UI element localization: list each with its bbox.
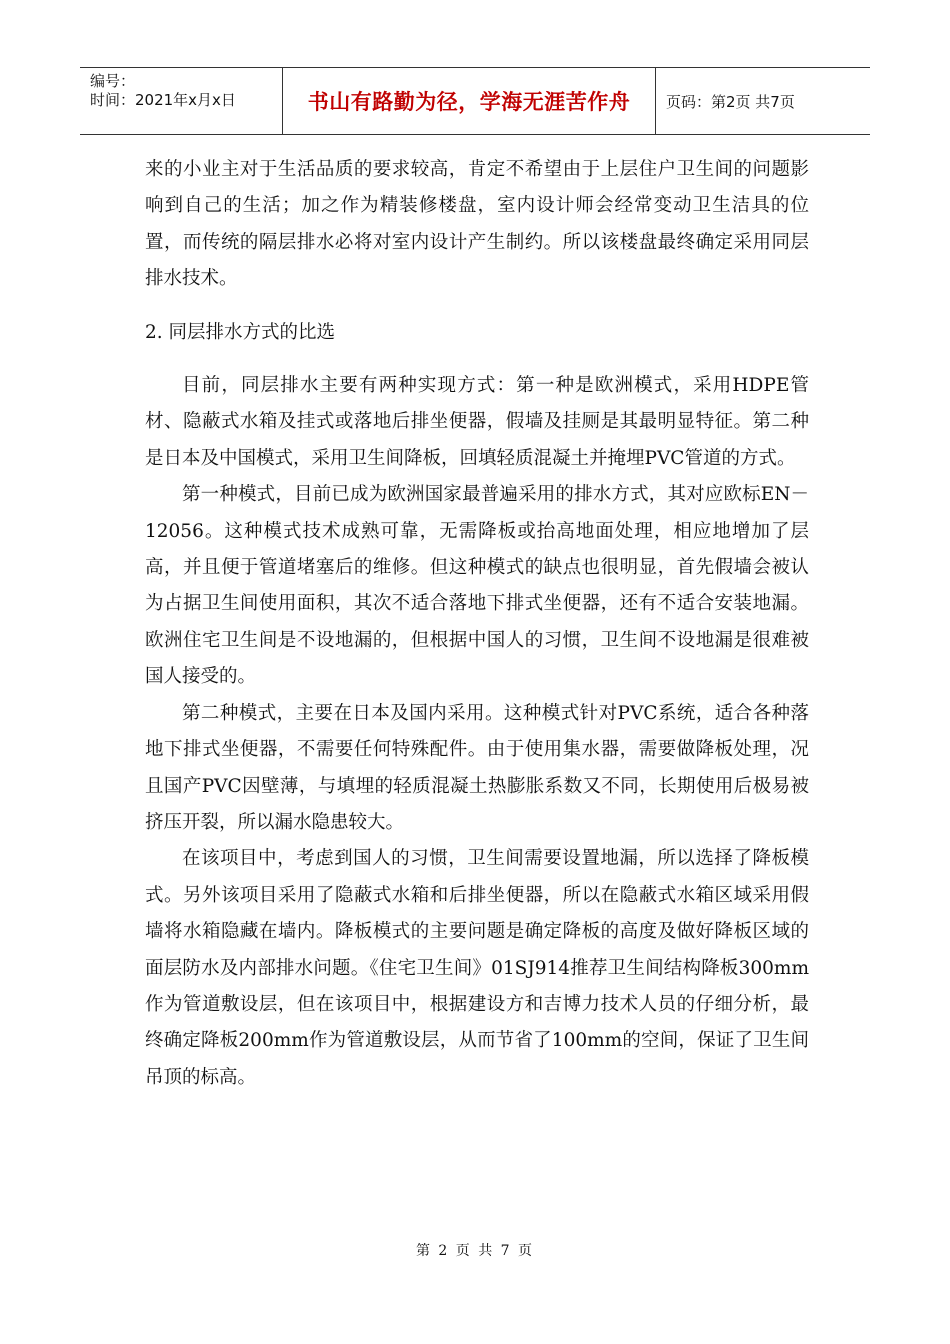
paragraph: 第一种模式，目前已成为欧洲国家最普遍采用的排水方式，其对应欧标EN－12056。这种模式技术成熟可靠，无需降板或抬高地面处理，相应地增加了层高，并且便于管道堵塞后的维修。但这种模式的缺点也很明显，首先假墙会被认为占据卫生间使用面积，其次不适合落地下排式坐便器，还有不适合安装地漏。欧洲住宅卫生间是不设地漏的，但根据中国人的习惯，卫生间不设地漏是很难被国人接受的。 xyxy=(145,484,809,688)
section-heading: 2. 同层排水方式的比选 xyxy=(145,321,336,343)
page-header xyxy=(80,67,870,135)
document-number-label: 编号： xyxy=(90,72,136,90)
paragraph-continued: 来的小业主对于生活品质的要求较高，肯定不希望由于上层住户卫生间的问题影响到自己的生活；加之作为精装修楼盘，室内设计师会经常变动卫生洁具的位置，而传统的隔层排水必将对室内设计产生制约。所以该楼盘最终确定采用同层排水技术。 xyxy=(145,159,809,290)
paragraph: 在该项目中，考虑到国人的习惯，卫生间需要设置地漏，所以选择了降板模式。另外该项目采用了隐蔽式水箱和后排坐便器，所以在隐蔽式水箱区域采用假墙将水箱隐藏在墙内。降板模式的主要问题是确定降板的高度及做好降板区域的面层防水及内部排水问题。《住宅卫生间》01SJ914推荐卫生间结构降板300mm作为管道敷设层，但在该项目中，根据建设方和吉博力技术人员的仔细分析，最终确定降板200mm作为管道敷设层，从而节省了100mm的空间，保证了卫生间吊顶的标高。 xyxy=(145,848,809,1088)
header-motto: 书山有路勤为径，学海无涯苦作舟 xyxy=(283,68,656,134)
document-time-label: 时间：2021年x月x日 xyxy=(90,91,236,109)
header-meta xyxy=(80,68,283,134)
document-body xyxy=(145,152,809,1096)
page-footer: 第 2 页 共 7 页 xyxy=(415,1243,535,1259)
paragraph: 第二种模式，主要在日本及国内采用。这种模式针对PVC系统，适合各种落地下排式坐便器，不需要任何特殊配件。由于使用集水器，需要做降板处理，况且国产PVC因壁薄，与填埋的轻质混凝土热膨胀系数又不同，长期使用后极易被挤压开裂，所以漏水隐患较大。 xyxy=(145,702,809,833)
header-page-info: 页码：第2页 共7页 xyxy=(666,92,795,111)
paragraph: 目前，同层排水主要有两种实现方式：第一种是欧洲模式，采用HDPE管材、隐蔽式水箱及挂式或落地后排坐便器，假墙及挂厕是其最明显特征。第二种是日本及中国模式，采用卫生间降板，回填轻质混凝土并掩埋PVC管道的方式。 xyxy=(145,375,809,469)
